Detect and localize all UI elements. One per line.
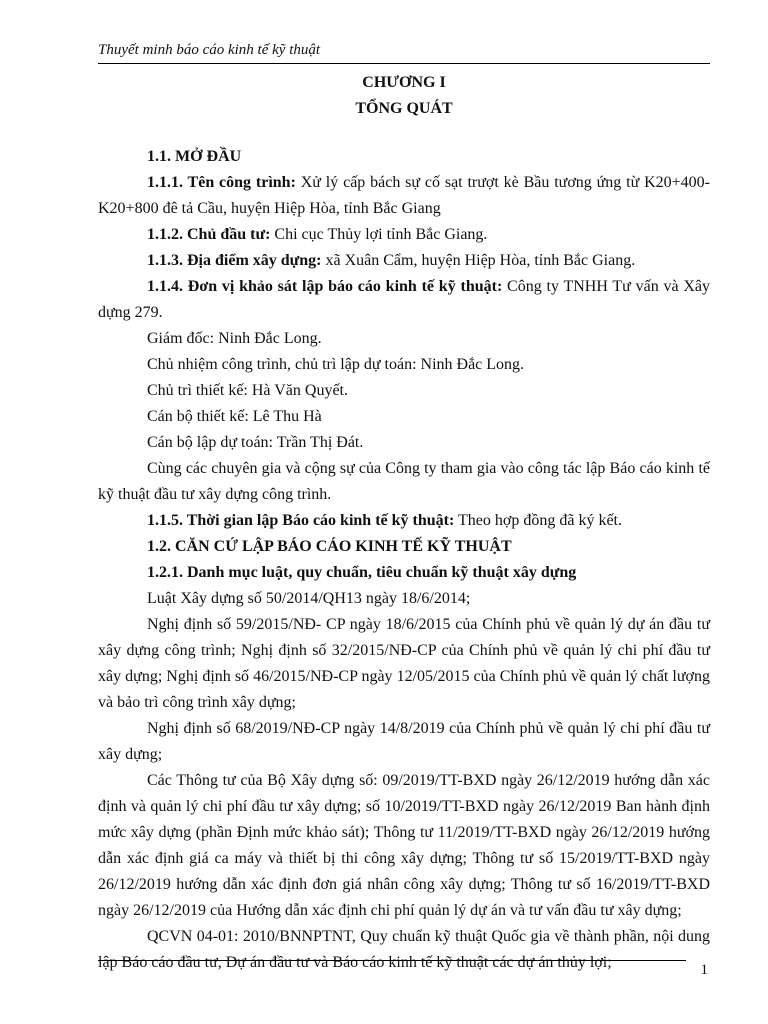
- law-item: Nghị định số 59/2015/NĐ- CP ngày 18/6/2015 của Chính phủ về quản lý dự án đầu tư xây dựng công trình; Nghị định số 32/2015/NĐ-CP của Chính phủ về quản lý chi phí đầu tư xây dựng; Nghị định số 46/2015/NĐ-CP ngày 12/05/2015 của Chính phủ về quản lý chất lượng và bảo trì công trình xây dựng;: [98, 616, 710, 711]
- staff-collaborators: Cùng các chuyên gia và cộng sự của Công ty tham gia vào công tác lập Báo cáo kinh tế kỹ thuật đầu tư xây dựng công trình.: [98, 460, 710, 503]
- label-1-1-3: 1.1.3. Địa điểm xây dựng:: [147, 252, 322, 269]
- law-item: Nghị định số 68/2019/NĐ-CP ngày 14/8/2019 của Chính phủ về quản lý chi phí đầu tư xây dựng;: [98, 720, 710, 763]
- paragraph-1-1-5: [98, 508, 710, 534]
- law-item: Các Thông tư của Bộ Xây dựng số: 09/2019/TT-BXD ngày 26/12/2019 hướng dẫn xác định và quản lý chi phí đầu tư xây dựng; số 10/2019/TT-BXD ngày 26/12/2019 Ban hành định mức xây dựng (phần Định mức khảo sát); Thông tư 11/2019/TT-BXD ngày 26/12/2019 hướng dẫn xác định giá ca máy và thiết bị thi công xây dựng; Thông tư số 15/2019/TT-BXD ngày 26/12/2019 hướng dẫn xác định đơn giá nhân công xây dựng; Thông tư số 16/2019/TT-BXD ngày 26/12/2019 của Hướng dẫn xác định chi phí quản lý dự án và tư vấn đầu tư xây dựng;: [98, 772, 710, 919]
- staff-design-lead: Chủ trì thiết kế: Hà Văn Quyết.: [147, 382, 348, 399]
- paragraph-1-1-4: [98, 274, 710, 326]
- law-item: Luật Xây dựng số 50/2014/QH13 ngày 18/6/2014;: [147, 590, 471, 607]
- staff-estimator: Cán bộ lập dự toán: Trần Thị Đát.: [147, 434, 364, 451]
- section-heading-1-2-1: 1.2.1. Danh mục luật, quy chuẩn, tiêu chuẩn kỹ thuật xây dựng: [147, 564, 577, 581]
- label-1-1-2: 1.1.2. Chủ đầu tư:: [147, 226, 271, 243]
- label-1-1-5: 1.1.5. Thời gian lập Báo cáo kinh tế kỹ thuật:: [147, 512, 455, 529]
- label-1-1-4: 1.1.4. Đơn vị khảo sát lập báo cáo kinh tế kỹ thuật:: [147, 278, 503, 295]
- label-1-1-1: 1.1.1. Tên công trình:: [147, 174, 296, 191]
- paragraph-1-1-2: [98, 222, 710, 248]
- text-1-1-2: Chi cục Thủy lợi tỉnh Bắc Giang.: [270, 226, 488, 243]
- text-1-1-3: xã Xuân Cẩm, huyện Hiệp Hòa, tỉnh Bắc Giang.: [321, 252, 636, 269]
- text-1-1-1: Xử lý cấp bách sự cố sạt trượt kè Bầu tương ứng từ K20+400-K20+800 đê tả Cầu, huyện Hiệp Hòa, tỉnh Bắc Giang: [98, 174, 710, 217]
- staff-designer: Cán bộ thiết kế: Lê Thu Hà: [147, 408, 322, 425]
- text-1-1-4: Công ty TNHH Tư vấn và Xây dựng 279.: [98, 278, 711, 321]
- law-item: QCVN 04-01: 2010/BNNPTNT, Quy chuẩn kỹ thuật Quốc gia về thành phần, nội dung lập Báo cáo đầu tư, Dự án đầu tư và Báo cáo kinh tế kỹ thuật các dự án thủy lợi;: [98, 928, 710, 971]
- header-divider: [98, 63, 710, 64]
- page-body: [98, 70, 710, 976]
- running-header: Thuyết minh báo cáo kinh tế kỹ thuật: [98, 42, 321, 58]
- paragraph-1-1-1: [98, 170, 710, 222]
- text-1-1-5: Theo hợp đồng đã ký kết.: [454, 512, 622, 529]
- staff-project-lead: Chủ nhiệm công trình, chủ trì lập dự toán: Ninh Đắc Long.: [147, 356, 525, 373]
- paragraph-1-1-3: [98, 248, 710, 274]
- chapter-title: TỔNG QUÁT: [355, 100, 453, 117]
- footer-divider: [98, 960, 686, 961]
- section-heading-1-2: 1.2. CĂN CỨ LẬP BÁO CÁO KINH TẾ KỸ THUẬT: [147, 538, 512, 555]
- page-number: 1: [700, 962, 708, 978]
- chapter-number: CHƯƠNG I: [362, 74, 446, 91]
- section-heading-1-1: 1.1. MỞ ĐẦU: [147, 148, 242, 165]
- staff-director: Giám đốc: Ninh Đắc Long.: [147, 330, 322, 347]
